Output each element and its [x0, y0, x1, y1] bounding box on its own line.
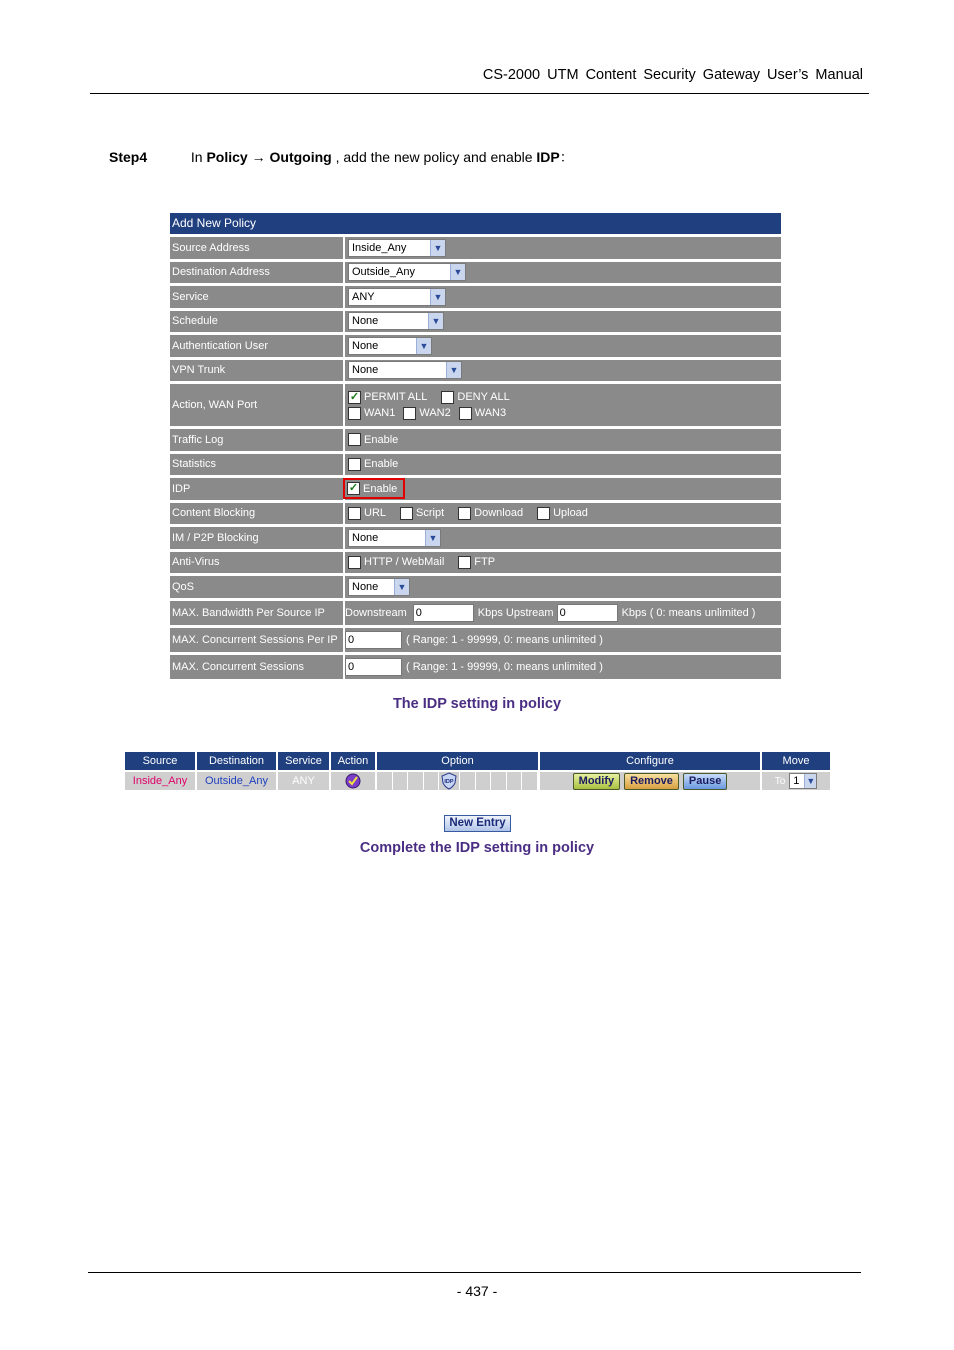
label: Service: [170, 286, 345, 308]
row-qos: [170, 573, 781, 598]
label: Authentication User: [170, 335, 345, 357]
policy-list-table: [125, 752, 830, 790]
url-label: URL: [364, 507, 387, 520]
row-service: ANY: [278, 770, 331, 790]
chevron-down-icon: ▼: [416, 338, 431, 354]
idp-highlight-box: [343, 478, 405, 499]
source-address-select[interactable]: Inside_Any ▼: [348, 239, 446, 257]
step-label: Step4: [109, 149, 148, 165]
destination-address-select[interactable]: Outside_Any ▼: [348, 263, 466, 281]
label: MAX. Concurrent Sessions Per IP: [170, 628, 345, 652]
add-policy-form: [170, 213, 781, 679]
row-content-blocking: [170, 500, 781, 525]
wan2-checkbox[interactable]: [403, 407, 416, 420]
row-statistics: [170, 451, 781, 476]
step-text-mid: , add the new policy and enable: [335, 149, 533, 165]
script-checkbox[interactable]: [400, 507, 413, 520]
row-source-address: [170, 234, 781, 259]
step-idp: IDP: [536, 149, 560, 165]
new-entry-button[interactable]: New Entry: [444, 815, 511, 832]
permit-all-label: PERMIT ALL: [364, 391, 428, 403]
chevron-down-icon: ▼: [804, 774, 816, 788]
wan3-label: WAN3: [474, 407, 507, 419]
form-title: Add New Policy: [170, 213, 781, 234]
label: MAX. Bandwidth Per Source IP: [170, 601, 345, 625]
label: Source Address: [170, 237, 345, 259]
auth-user-select[interactable]: None ▼: [348, 337, 432, 355]
wan2-label: WAN2: [419, 407, 451, 419]
table-header: [125, 752, 830, 770]
label: Destination Address: [170, 262, 345, 284]
download-label: Download: [474, 507, 524, 520]
schedule-select[interactable]: None ▼: [348, 312, 444, 330]
chevron-down-icon: ▼: [394, 579, 409, 595]
row-traffic-log: [170, 426, 781, 451]
bandwidth-note: Kbps ( 0: means unlimited ): [621, 606, 756, 619]
upstream-input[interactable]: 0: [557, 604, 618, 622]
max-sessions-input[interactable]: 0: [345, 658, 402, 676]
label: Traffic Log: [170, 429, 345, 451]
row-configure: [540, 770, 762, 790]
enable-label: Enable: [364, 458, 399, 471]
figure-caption-1: The IDP setting in policy: [392, 696, 562, 712]
idp-checkbox[interactable]: ✓: [348, 482, 359, 495]
svg-text:IDP: IDP: [444, 779, 454, 785]
row-move: [762, 770, 830, 790]
col-source: Source: [125, 752, 197, 770]
enable-label: Enable: [363, 482, 398, 495]
downstream-label: Downstream: [345, 606, 407, 619]
arrow-icon: →: [251, 149, 266, 165]
header-rule: [90, 93, 869, 94]
chevron-down-icon: ▼: [446, 362, 461, 378]
chevron-down-icon: ▼: [425, 530, 440, 546]
row-destination[interactable]: Outside_Any: [197, 770, 278, 790]
figure-caption-2: Complete the IDP setting in policy: [359, 840, 595, 856]
row-max-bandwidth: [170, 598, 781, 625]
chevron-down-icon: ▼: [450, 264, 465, 280]
row-action: [331, 770, 377, 790]
row-option: [377, 770, 540, 790]
url-checkbox[interactable]: [348, 507, 361, 520]
row-idp: [170, 475, 781, 500]
row-anti-virus: [170, 549, 781, 574]
permit-all-checkbox[interactable]: ✓: [349, 390, 360, 403]
label: QoS: [170, 576, 345, 598]
upstream-label: Kbps Upstream: [477, 606, 554, 619]
label: Content Blocking: [170, 503, 345, 525]
service-select[interactable]: ANY ▼: [348, 288, 446, 306]
ftp-checkbox[interactable]: [458, 556, 471, 569]
upload-checkbox[interactable]: [537, 507, 550, 520]
chevron-down-icon: ▼: [430, 240, 445, 256]
label: Action, WAN Port: [170, 384, 345, 426]
row-vpn-trunk: [170, 357, 781, 382]
row-destination-address: [170, 259, 781, 284]
col-service: Service: [278, 752, 331, 770]
qos-select[interactable]: None ▼: [348, 578, 410, 596]
pause-button[interactable]: Pause: [683, 773, 727, 790]
step-outgoing: Outgoing: [269, 149, 332, 165]
idp-shield-icon: [441, 772, 457, 790]
label: Statistics: [170, 454, 345, 476]
http-webmail-label: HTTP / WebMail: [364, 556, 445, 569]
label: MAX. Concurrent Sessions: [170, 655, 345, 679]
upload-label: Upload: [553, 507, 588, 520]
script-label: Script: [416, 507, 445, 520]
row-schedule: [170, 308, 781, 333]
chevron-down-icon: ▼: [428, 313, 443, 329]
manual-title: CS-2000 UTM Content Security Gateway User’s Manual: [482, 67, 863, 83]
row-im-p2p: [170, 524, 781, 549]
im-p2p-select[interactable]: None ▼: [348, 529, 441, 547]
row-max-sessions: [170, 652, 781, 679]
col-move: Move: [762, 752, 830, 770]
downstream-input[interactable]: 0: [413, 604, 474, 622]
to-label: To: [774, 775, 786, 787]
move-select[interactable]: 1 ▼: [789, 773, 817, 789]
wan1-label: WAN1: [364, 407, 396, 419]
col-configure: Configure: [540, 752, 762, 770]
range-note: ( Range: 1 - 99999, 0: means unlimited ): [406, 660, 603, 673]
table-row: [125, 770, 830, 790]
range-note: ( Range: 1 - 99999, 0: means unlimited ): [406, 633, 603, 646]
remove-button[interactable]: Remove: [624, 773, 679, 790]
footer-rule: [88, 1272, 861, 1273]
chevron-down-icon: ▼: [430, 289, 445, 305]
step-text-in: In: [190, 149, 203, 165]
http-webmail-checkbox[interactable]: [348, 556, 361, 569]
label: IDP: [170, 478, 345, 500]
deny-all-checkbox[interactable]: [441, 391, 454, 404]
vpn-trunk-select[interactable]: None ▼: [348, 361, 462, 379]
deny-all-label: DENY ALL: [457, 391, 510, 403]
download-checkbox[interactable]: [458, 507, 471, 520]
traffic-log-checkbox[interactable]: [348, 433, 361, 446]
step-colon: ：: [559, 149, 574, 165]
row-auth-user: [170, 332, 781, 357]
modify-button[interactable]: Modify: [573, 773, 620, 790]
step-instruction: [109, 147, 574, 167]
row-source[interactable]: Inside_Any: [125, 770, 197, 790]
col-action: Action: [331, 752, 377, 770]
row-service: [170, 283, 781, 308]
col-destination: Destination: [197, 752, 278, 770]
max-sessions-per-ip-input[interactable]: 0: [345, 631, 402, 649]
label: VPN Trunk: [170, 360, 345, 382]
step-policy: Policy: [206, 149, 248, 165]
wan1-checkbox[interactable]: [348, 407, 361, 420]
statistics-checkbox[interactable]: [348, 458, 361, 471]
page-number: - 437 -: [456, 1283, 498, 1299]
row-action: [170, 381, 781, 426]
enable-label: Enable: [364, 433, 399, 446]
label: IM / P2P Blocking: [170, 527, 345, 549]
label: Schedule: [170, 311, 345, 333]
row-max-sessions-per-ip: [170, 625, 781, 652]
col-option: Option: [377, 752, 540, 770]
permit-icon: [345, 773, 361, 789]
wan3-checkbox[interactable]: [459, 407, 472, 420]
label: Anti-Virus: [170, 552, 345, 574]
ftp-label: FTP: [474, 556, 496, 569]
